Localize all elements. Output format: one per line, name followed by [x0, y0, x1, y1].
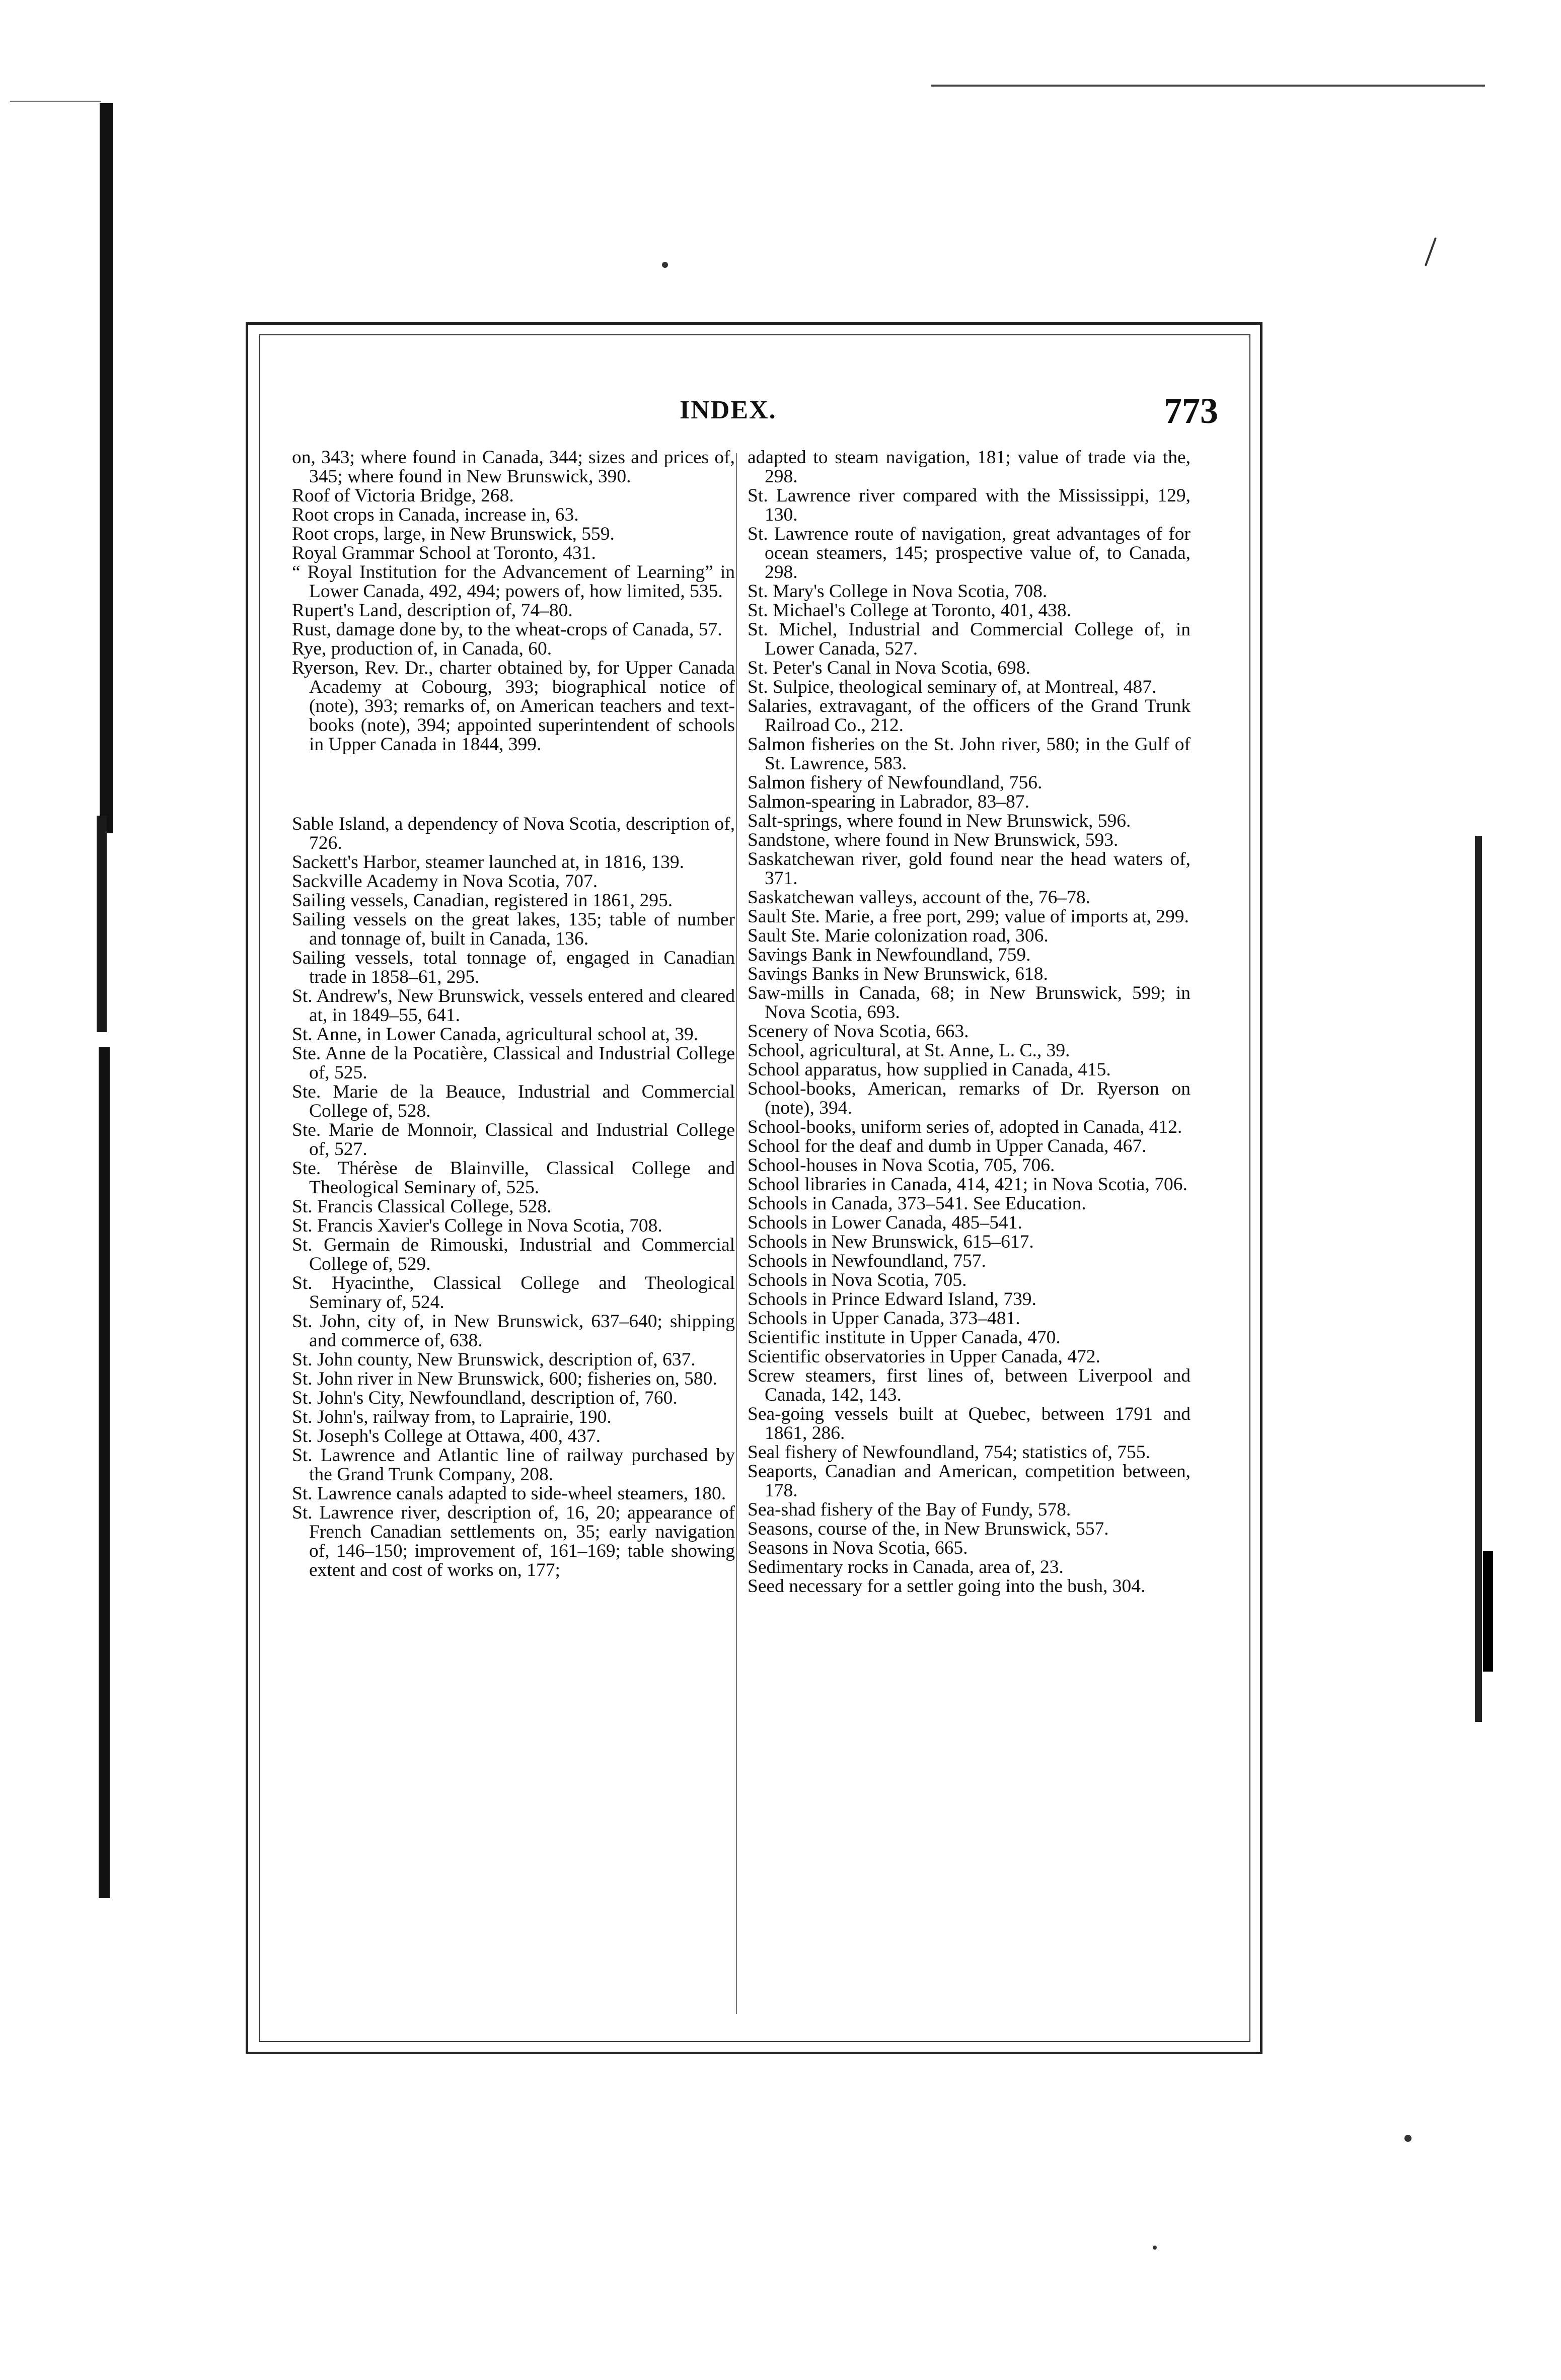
index-entry: St. Sulpice, theological seminary of, at Montreal, 487.: [748, 677, 1157, 697]
index-entry: St. Peter's Canal in Nova Scotia, 698.: [748, 658, 1030, 678]
index-entry: Seed necessary for a settler going into the bush, 304.: [748, 1576, 1146, 1597]
scan-edge-shadow: [1483, 1551, 1493, 1672]
index-entry: St. Lawrence river, description of, 16, 20; appearance of French Canadian settlements on, 35; early navigation of, 146–150; improvement of, 161–169; table showing extent and cost of works on, 177;: [292, 1502, 735, 1580]
index-entry: Ste. Thérèse de Blainville, Classical College and Theological Seminary of, 525.: [292, 1158, 735, 1198]
index-entry: Schools in Nova Scotia, 705.: [748, 1270, 967, 1290]
index-entry: St. John county, New Brunswick, description of, 637.: [292, 1349, 696, 1370]
scan-edge-line: [10, 101, 101, 102]
index-entry: Seaports, Canadian and American, competition between, 178.: [748, 1461, 1191, 1501]
index-entry: Root crops, large, in New Brunswick, 559.: [292, 524, 615, 544]
index-entry: St. John, city of, in New Brunswick, 637–640; shipping and commerce of, 638.: [292, 1311, 735, 1351]
scan-speck: [1153, 2246, 1157, 2250]
index-entry: Schools in Upper Canada, 373–481.: [748, 1308, 1020, 1329]
index-entry: Schools in New Brunswick, 615–617.: [748, 1232, 1034, 1252]
index-entry: St. John river in New Brunswick, 600; fisheries on, 580.: [292, 1368, 717, 1389]
index-entry: Royal Grammar School at Toronto, 431.: [292, 543, 596, 563]
index-entry: on, 343; where found in Canada, 344; sizes and prices of, 345; where found in New Brunswick, 390.: [292, 447, 735, 487]
index-entry: Sault Ste. Marie colonization road, 306.: [748, 925, 1049, 946]
index-entry: Savings Banks in New Brunswick, 618.: [748, 964, 1048, 984]
section-gap: [292, 754, 735, 815]
index-entry: St. Lawrence route of navigation, great advantages of for ocean steamers, 145; prospective value of, to Canada, 298.: [748, 524, 1191, 583]
column-rule: [736, 453, 737, 2014]
index-entry: Seal fishery of Newfoundland, 754; statistics of, 755.: [748, 1442, 1150, 1463]
index-entry: St. Michael's College at Toronto, 401, 438.: [748, 600, 1071, 621]
index-entry: School libraries in Canada, 414, 421; in Nova Scotia, 706.: [748, 1174, 1187, 1195]
index-entry: Screw steamers, first lines of, between Liverpool and Canada, 142, 143.: [748, 1365, 1191, 1405]
index-entry: St. Hyacinthe, Classical College and Theological Seminary of, 524.: [292, 1273, 735, 1313]
index-entry: Salmon-spearing in Labrador, 83–87.: [748, 791, 1029, 812]
scan-binding-shadow: [97, 816, 107, 1032]
index-entry: “ Royal Institution for the Advancement of Learning” in Lower Canada, 492, 494; powers of, how limited, 535.: [292, 562, 735, 602]
index-entry: Roof of Victoria Bridge, 268.: [292, 485, 514, 506]
index-entry: School for the deaf and dumb in Upper Canada, 467.: [748, 1136, 1147, 1157]
scan-mark: [1425, 237, 1437, 266]
index-entry: Schools in Newfoundland, 757.: [748, 1251, 986, 1271]
index-entry: St. Francis Classical College, 528.: [292, 1196, 552, 1217]
index-entry: Seasons in Nova Scotia, 665.: [748, 1538, 968, 1558]
index-entry: Scientific institute in Upper Canada, 470.: [748, 1327, 1061, 1348]
index-entry: St. John's, railway from, to Laprairie, 190.: [292, 1407, 612, 1427]
index-entry: Sailing vessels, Canadian, registered in 1861, 295.: [292, 890, 673, 911]
index-entry: Sackett's Harbor, steamer launched at, in 1816, 139.: [292, 852, 684, 873]
index-entry: School-books, American, remarks of Dr. Ryerson on (note), 394.: [748, 1078, 1191, 1118]
scan-speck: [1404, 2135, 1411, 2142]
index-entry: St. Joseph's College at Ottawa, 400, 437.: [292, 1426, 601, 1447]
index-entry: Ryerson, Rev. Dr., charter obtained by, for Upper Canada Academy at Cobourg, 393; biographical notice of (note), 393; remarks of, on American teachers and text-books (note), 394; appointed superintendent of schools in Upper Canada in 1844, 399.: [292, 658, 735, 755]
index-entry: Scenery of Nova Scotia, 663.: [748, 1021, 969, 1042]
index-entry: Rupert's Land, description of, 74–80.: [292, 600, 573, 621]
index-entry: Saskatchewan river, gold found near the head waters of, 371.: [748, 849, 1191, 889]
scan-edge-shadow: [1475, 836, 1482, 1722]
index-entry: Salmon fisheries on the St. John river, 580; in the Gulf of St. Lawrence, 583.: [748, 734, 1191, 774]
page-number: 773: [1164, 391, 1218, 431]
index-entry: Sea-going vessels built at Quebec, between 1791 and 1861, 286.: [748, 1404, 1191, 1444]
scan-binding-shadow: [99, 1047, 110, 1898]
index-entry: St. Mary's College in Nova Scotia, 708.: [748, 581, 1048, 602]
index-entry: St. Andrew's, New Brunswick, vessels entered and cleared at, in 1849–55, 641.: [292, 986, 735, 1026]
index-entry: School-houses in Nova Scotia, 705, 706.: [748, 1155, 1055, 1176]
index-entry: St. Francis Xavier's College in Nova Scotia, 708.: [292, 1215, 662, 1236]
scan-speck: [662, 262, 668, 268]
index-entry: Salt-springs, where found in New Brunswick, 596.: [748, 811, 1131, 831]
index-entry: St. Michel, Industrial and Commercial College of, in Lower Canada, 527.: [748, 619, 1191, 659]
index-entry: Sable Island, a dependency of Nova Scotia, description of, 726.: [292, 814, 735, 853]
index-entry: Sailing vessels on the great lakes, 135; table of number and tonnage of, built in Canada, 136.: [292, 909, 735, 949]
index-entry: Rye, production of, in Canada, 60.: [292, 638, 552, 659]
index-entry: School-books, uniform series of, adopted in Canada, 412.: [748, 1117, 1182, 1137]
index-entry: Sackville Academy in Nova Scotia, 707.: [292, 871, 598, 892]
index-entry: Sandstone, where found in New Brunswick, 593.: [748, 830, 1119, 850]
index-entry: Savings Bank in Newfoundland, 759.: [748, 945, 1031, 965]
index-entry: Ste. Marie de Monnoir, Classical and Industrial College of, 527.: [292, 1120, 735, 1160]
index-entry: Salaries, extravagant, of the officers of the Grand Trunk Railroad Co., 212.: [748, 696, 1191, 736]
index-column-right: [748, 448, 1191, 1596]
index-entry: School apparatus, how supplied in Canada, 415.: [748, 1059, 1111, 1080]
index-entry: Seasons, course of the, in New Brunswick, 557.: [748, 1519, 1109, 1539]
index-entry: School, agricultural, at St. Anne, L. C., 39.: [748, 1040, 1070, 1061]
index-entry: St. Anne, in Lower Canada, agricultural school at, 39.: [292, 1024, 699, 1045]
page-title: INDEX.: [680, 396, 777, 424]
index-entry: Ste. Marie de la Beauce, Industrial and Commercial College of, 528.: [292, 1081, 735, 1121]
index-entry: St. Lawrence canals adapted to side-wheel steamers, 180.: [292, 1483, 726, 1504]
index-entry: Schools in Prince Edward Island, 739.: [748, 1289, 1036, 1310]
index-entry: Ste. Anne de la Pocatière, Classical and Industrial College of, 525.: [292, 1043, 735, 1083]
index-entry: Sea-shad fishery of the Bay of Fundy, 578.: [748, 1499, 1071, 1520]
index-entry: Saw-mills in Canada, 68; in New Brunswick, 599; in Nova Scotia, 693.: [748, 983, 1191, 1023]
index-entry: Schools in Canada, 373–541. See Education.: [748, 1193, 1086, 1214]
index-entry: Sault Ste. Marie, a free port, 299; value of imports at, 299.: [748, 906, 1189, 927]
index-entry: Saskatchewan valleys, account of the, 76–78.: [748, 887, 1091, 908]
index-column-left: [292, 448, 735, 1580]
index-entry: St. John's City, Newfoundland, description of, 760.: [292, 1388, 678, 1408]
index-entry: Schools in Lower Canada, 485–541.: [748, 1212, 1022, 1233]
index-entry: Rust, damage done by, to the wheat-crops of Canada, 57.: [292, 619, 722, 640]
index-entry: Sedimentary rocks in Canada, area of, 23.: [748, 1557, 1064, 1577]
running-header: [282, 390, 1218, 436]
scan-edge-line: [931, 85, 1485, 87]
index-entry: Sailing vessels, total tonnage of, engaged in Canadian trade in 1858–61, 295.: [292, 948, 735, 987]
index-entry: St. Germain de Rimouski, Industrial and Commercial College of, 529.: [292, 1235, 735, 1274]
index-entry: St. Lawrence and Atlantic line of railway purchased by the Grand Trunk Company, 208.: [292, 1445, 735, 1485]
scan-binding-shadow: [100, 103, 113, 833]
index-entry: St. Lawrence river compared with the Mississippi, 129, 130.: [748, 485, 1191, 525]
index-entry: adapted to steam navigation, 181; value of trade via the, 298.: [748, 447, 1191, 487]
index-entry: Scientific observatories in Upper Canada, 472.: [748, 1346, 1100, 1367]
index-entry: Salmon fishery of Newfoundland, 756.: [748, 772, 1043, 793]
index-entry: Root crops in Canada, increase in, 63.: [292, 504, 579, 525]
